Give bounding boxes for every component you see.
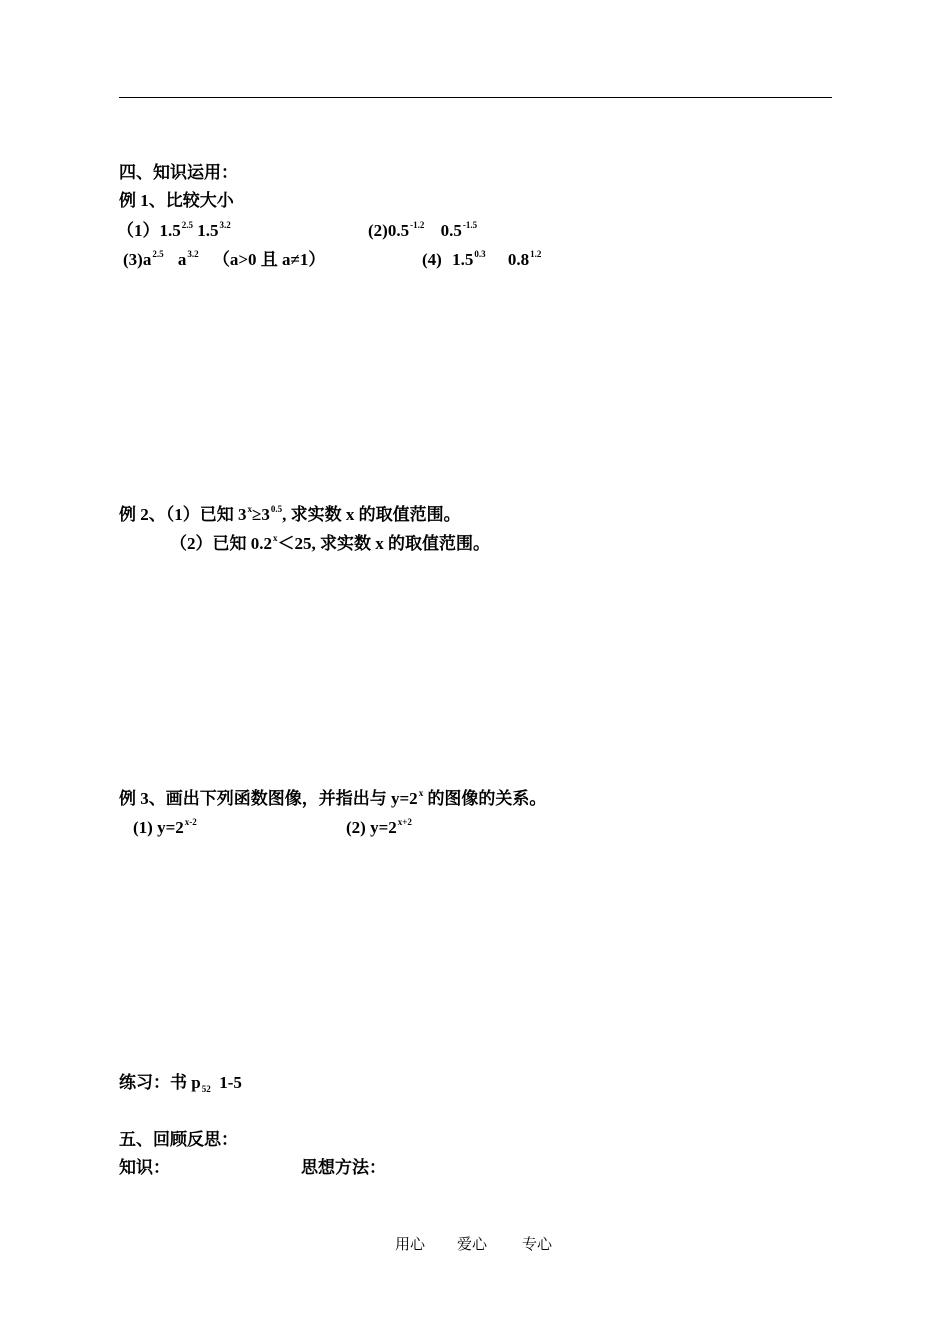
ex3-title-post: 的图像的关系。 <box>423 789 547 808</box>
ex1-item-1 <box>117 221 231 243</box>
footer-text-3: 专心 <box>522 1235 553 1253</box>
ex1-item-4-label: (4) <box>422 250 442 269</box>
footer-text-2: 爱心 <box>457 1235 488 1253</box>
knowledge-label: 知识： <box>119 1158 170 1177</box>
ex1-item-3-a-base: a <box>142 250 152 269</box>
ex1-item-1-b-exp: 3.2 <box>219 220 231 230</box>
ex3-function-2 <box>346 818 412 840</box>
ex2-q1-post: , 求实数 x 的取值范围。 <box>282 505 461 524</box>
ex2-q2-pre: （2）已知 0.2 <box>170 534 272 553</box>
practice-pre: 练习：书 p <box>119 1073 201 1092</box>
ex1-item-4-a-exp: 0.3 <box>474 249 486 259</box>
ex3-f1-pre: (1) y=2 <box>133 818 184 837</box>
ex2-q1-mid: ≥3 <box>252 505 270 524</box>
example-1-title: 例 1、比较大小 <box>119 191 234 210</box>
ex2-q1-exp2: 0.5 <box>270 504 283 514</box>
ex1-item-3-label: (3) <box>123 250 143 269</box>
method-label: 思想方法： <box>301 1158 386 1177</box>
example-2-title: 例 2、 <box>119 505 166 524</box>
section-five-heading: 五、回顾反思： <box>119 1130 238 1149</box>
ex1-item-3 <box>123 250 325 272</box>
ex2-question-2 <box>170 534 490 556</box>
ex3-title-exp: x <box>418 788 424 798</box>
ex1-item-3-b-base: a <box>177 250 187 269</box>
ex1-item-3-b-exp: 3.2 <box>187 249 199 259</box>
section-four-heading: 四、知识运用： <box>119 163 238 182</box>
practice-post: 1-5 <box>210 1073 242 1092</box>
ex1-item-2-b-exp: -1.5 <box>462 220 478 230</box>
ex1-item-4 <box>422 250 541 272</box>
practice-page-sub: 52 <box>201 1084 211 1094</box>
ex1-item-3-a-exp: 2.5 <box>152 249 164 259</box>
ex1-item-2-a-base: 0.5 <box>387 221 410 240</box>
ex2-q1-pre: （1）已知 3 <box>165 505 247 524</box>
ex1-item-2-b-base: 0.5 <box>440 221 462 240</box>
ex1-item-4-b-base: 0.8 <box>507 250 530 269</box>
ex1-item-4-b-exp: 1.2 <box>530 249 542 259</box>
ex2-q1-exp1: x <box>247 504 252 514</box>
practice-line <box>119 1073 242 1095</box>
ex2-q2-exp1: x <box>273 533 278 543</box>
ex1-item-3-condition: （a>0 且 a≠1） <box>212 250 326 269</box>
ex3-title-pre: 例 3、画出下列函数图像，并指出与 y=2 <box>119 789 418 808</box>
ex1-item-2-a-exp: -1.2 <box>410 220 425 230</box>
ex3-function-1 <box>133 818 197 840</box>
ex1-item-1-a-exp: 2.5 <box>181 220 193 230</box>
ex3-f2-exp: x+2 <box>397 817 412 827</box>
ex2-q2-post: ＜25, 求实数 x 的取值范围。 <box>277 534 490 553</box>
header-rule <box>119 97 832 98</box>
ex1-item-2-label: (2) <box>368 221 388 240</box>
ex1-item-1-b-base: 1.5 <box>197 221 219 240</box>
ex1-item-1-label: （1） <box>117 221 160 240</box>
ex1-item-1-a-base: 1.5 <box>159 221 181 240</box>
ex1-item-2 <box>368 221 477 243</box>
ex1-item-4-a-base: 1.5 <box>452 250 474 269</box>
ex3-f1-exp: x-2 <box>184 817 197 827</box>
example-3-title <box>119 789 546 811</box>
footer-text-1: 用心 <box>395 1235 426 1253</box>
ex2-question-1 <box>119 505 461 527</box>
ex3-f2-pre: (2) y=2 <box>346 818 397 837</box>
